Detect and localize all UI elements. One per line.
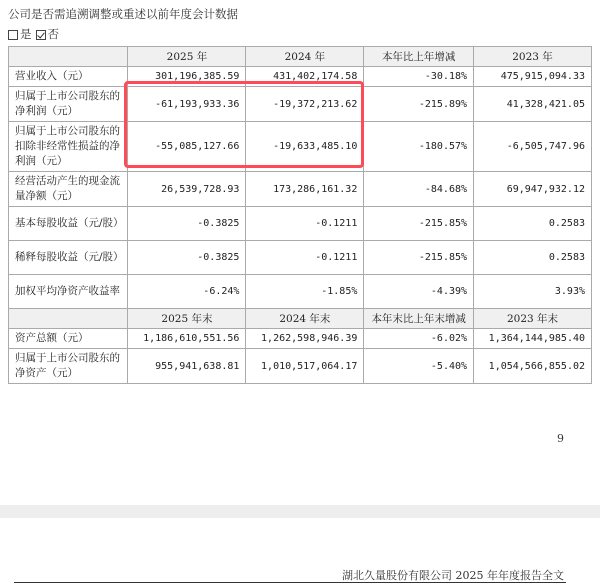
- table-cell: 1,262,598,946.39: [246, 329, 364, 349]
- table-cell: -19,633,485.10: [246, 122, 364, 172]
- table-cell: -6.02%: [364, 329, 474, 349]
- table-cell: 0.2583: [474, 207, 592, 241]
- table-cell: 301,196,385.59: [128, 67, 246, 87]
- table-cell: -55,085,127.66: [128, 122, 246, 172]
- table-row: [9, 87, 592, 122]
- header-cell: [9, 47, 128, 67]
- header-cell: 本年比上年增减: [364, 47, 474, 67]
- table-cell: 431,402,174.58: [246, 67, 364, 87]
- table-cell: -4.39%: [364, 275, 474, 309]
- table-cell: -0.1211: [246, 207, 364, 241]
- table-cell: 173,286,161.32: [246, 172, 364, 207]
- table-cell: 41,328,421.05: [474, 87, 592, 122]
- table-cell: -61,193,933.36: [128, 87, 246, 122]
- question-text: 公司是否需追溯调整或重述以前年度会计数据: [8, 7, 238, 21]
- table-cell: -180.57%: [364, 122, 474, 172]
- table-cell: -1.85%: [246, 275, 364, 309]
- row-label: 归属于上市公司股东的净资产（元）: [9, 349, 128, 384]
- table-cell: 1,364,144,985.40: [474, 329, 592, 349]
- table-cell: -215.85%: [364, 241, 474, 275]
- option-yes[interactable]: [8, 26, 32, 42]
- table-cell: -0.3825: [128, 241, 246, 275]
- table-row: [9, 329, 592, 349]
- table-cell: 1,054,566,855.02: [474, 349, 592, 384]
- table-row: [9, 122, 592, 172]
- header-cell: 本年末比上年末增减: [364, 309, 474, 329]
- table-cell: 3.93%: [474, 275, 592, 309]
- table-cell: -0.3825: [128, 207, 246, 241]
- row-label: 基本每股收益（元/股）: [9, 207, 128, 241]
- table-cell: -6.24%: [128, 275, 246, 309]
- table-row: [9, 241, 592, 275]
- row-label: 归属于上市公司股东的扣除非经常性损益的净利润（元）: [9, 122, 128, 172]
- table-cell: -6,505,747.96: [474, 122, 592, 172]
- table-row: [9, 207, 592, 241]
- row-label: 经营活动产生的现金流量净额（元）: [9, 172, 128, 207]
- row-label: 归属于上市公司股东的净利润（元）: [9, 87, 128, 122]
- page-number: 9: [557, 432, 564, 445]
- table-cell: -0.1211: [246, 241, 364, 275]
- table-cell: 955,941,638.81: [128, 349, 246, 384]
- table-row: [9, 349, 592, 384]
- table-cell: 26,539,728.93: [128, 172, 246, 207]
- table-header-row: [9, 47, 592, 67]
- table-cell: -215.85%: [364, 207, 474, 241]
- row-label: 稀释每股收益（元/股）: [9, 241, 128, 275]
- table-row: [9, 275, 592, 309]
- header-cell: 2025 年: [128, 47, 246, 67]
- header-cell: [9, 309, 128, 329]
- table-cell: -215.89%: [364, 87, 474, 122]
- header-cell: 2025 年末: [128, 309, 246, 329]
- footer-text: 湖北久量股份有限公司 2025 年年度报告全文: [342, 569, 564, 582]
- table-cell: -5.40%: [364, 349, 474, 384]
- table-cell: 475,915,094.33: [474, 67, 592, 87]
- table-cell: 1,010,517,064.17: [246, 349, 364, 384]
- checkbox-unchecked-icon[interactable]: [8, 30, 18, 40]
- options-row: [8, 26, 59, 42]
- table-cell: -30.18%: [364, 67, 474, 87]
- option-no-label: 否: [47, 27, 59, 41]
- table-subheader-row: [9, 309, 592, 329]
- option-yes-label: 是: [20, 27, 32, 41]
- table-cell: 0.2583: [474, 241, 592, 275]
- financial-table: [8, 46, 592, 384]
- table-cell: 69,947,932.12: [474, 172, 592, 207]
- page-separator: [0, 505, 600, 518]
- row-label: 资产总额（元）: [9, 329, 128, 349]
- row-label: 加权平均净资产收益率: [9, 275, 128, 309]
- header-cell: 2024 年末: [246, 309, 364, 329]
- checkbox-checked-icon[interactable]: [36, 30, 46, 40]
- table-row: [9, 172, 592, 207]
- row-label: 营业收入（元）: [9, 67, 128, 87]
- header-cell: 2023 年末: [474, 309, 592, 329]
- header-cell: 2023 年: [474, 47, 592, 67]
- table-cell: 1,186,610,551.56: [128, 329, 246, 349]
- header-cell: 2024 年: [246, 47, 364, 67]
- option-no[interactable]: [36, 26, 60, 42]
- table-row: [9, 67, 592, 87]
- footer-rule: [14, 582, 566, 583]
- table-cell: -84.68%: [364, 172, 474, 207]
- table-cell: -19,372,213.62: [246, 87, 364, 122]
